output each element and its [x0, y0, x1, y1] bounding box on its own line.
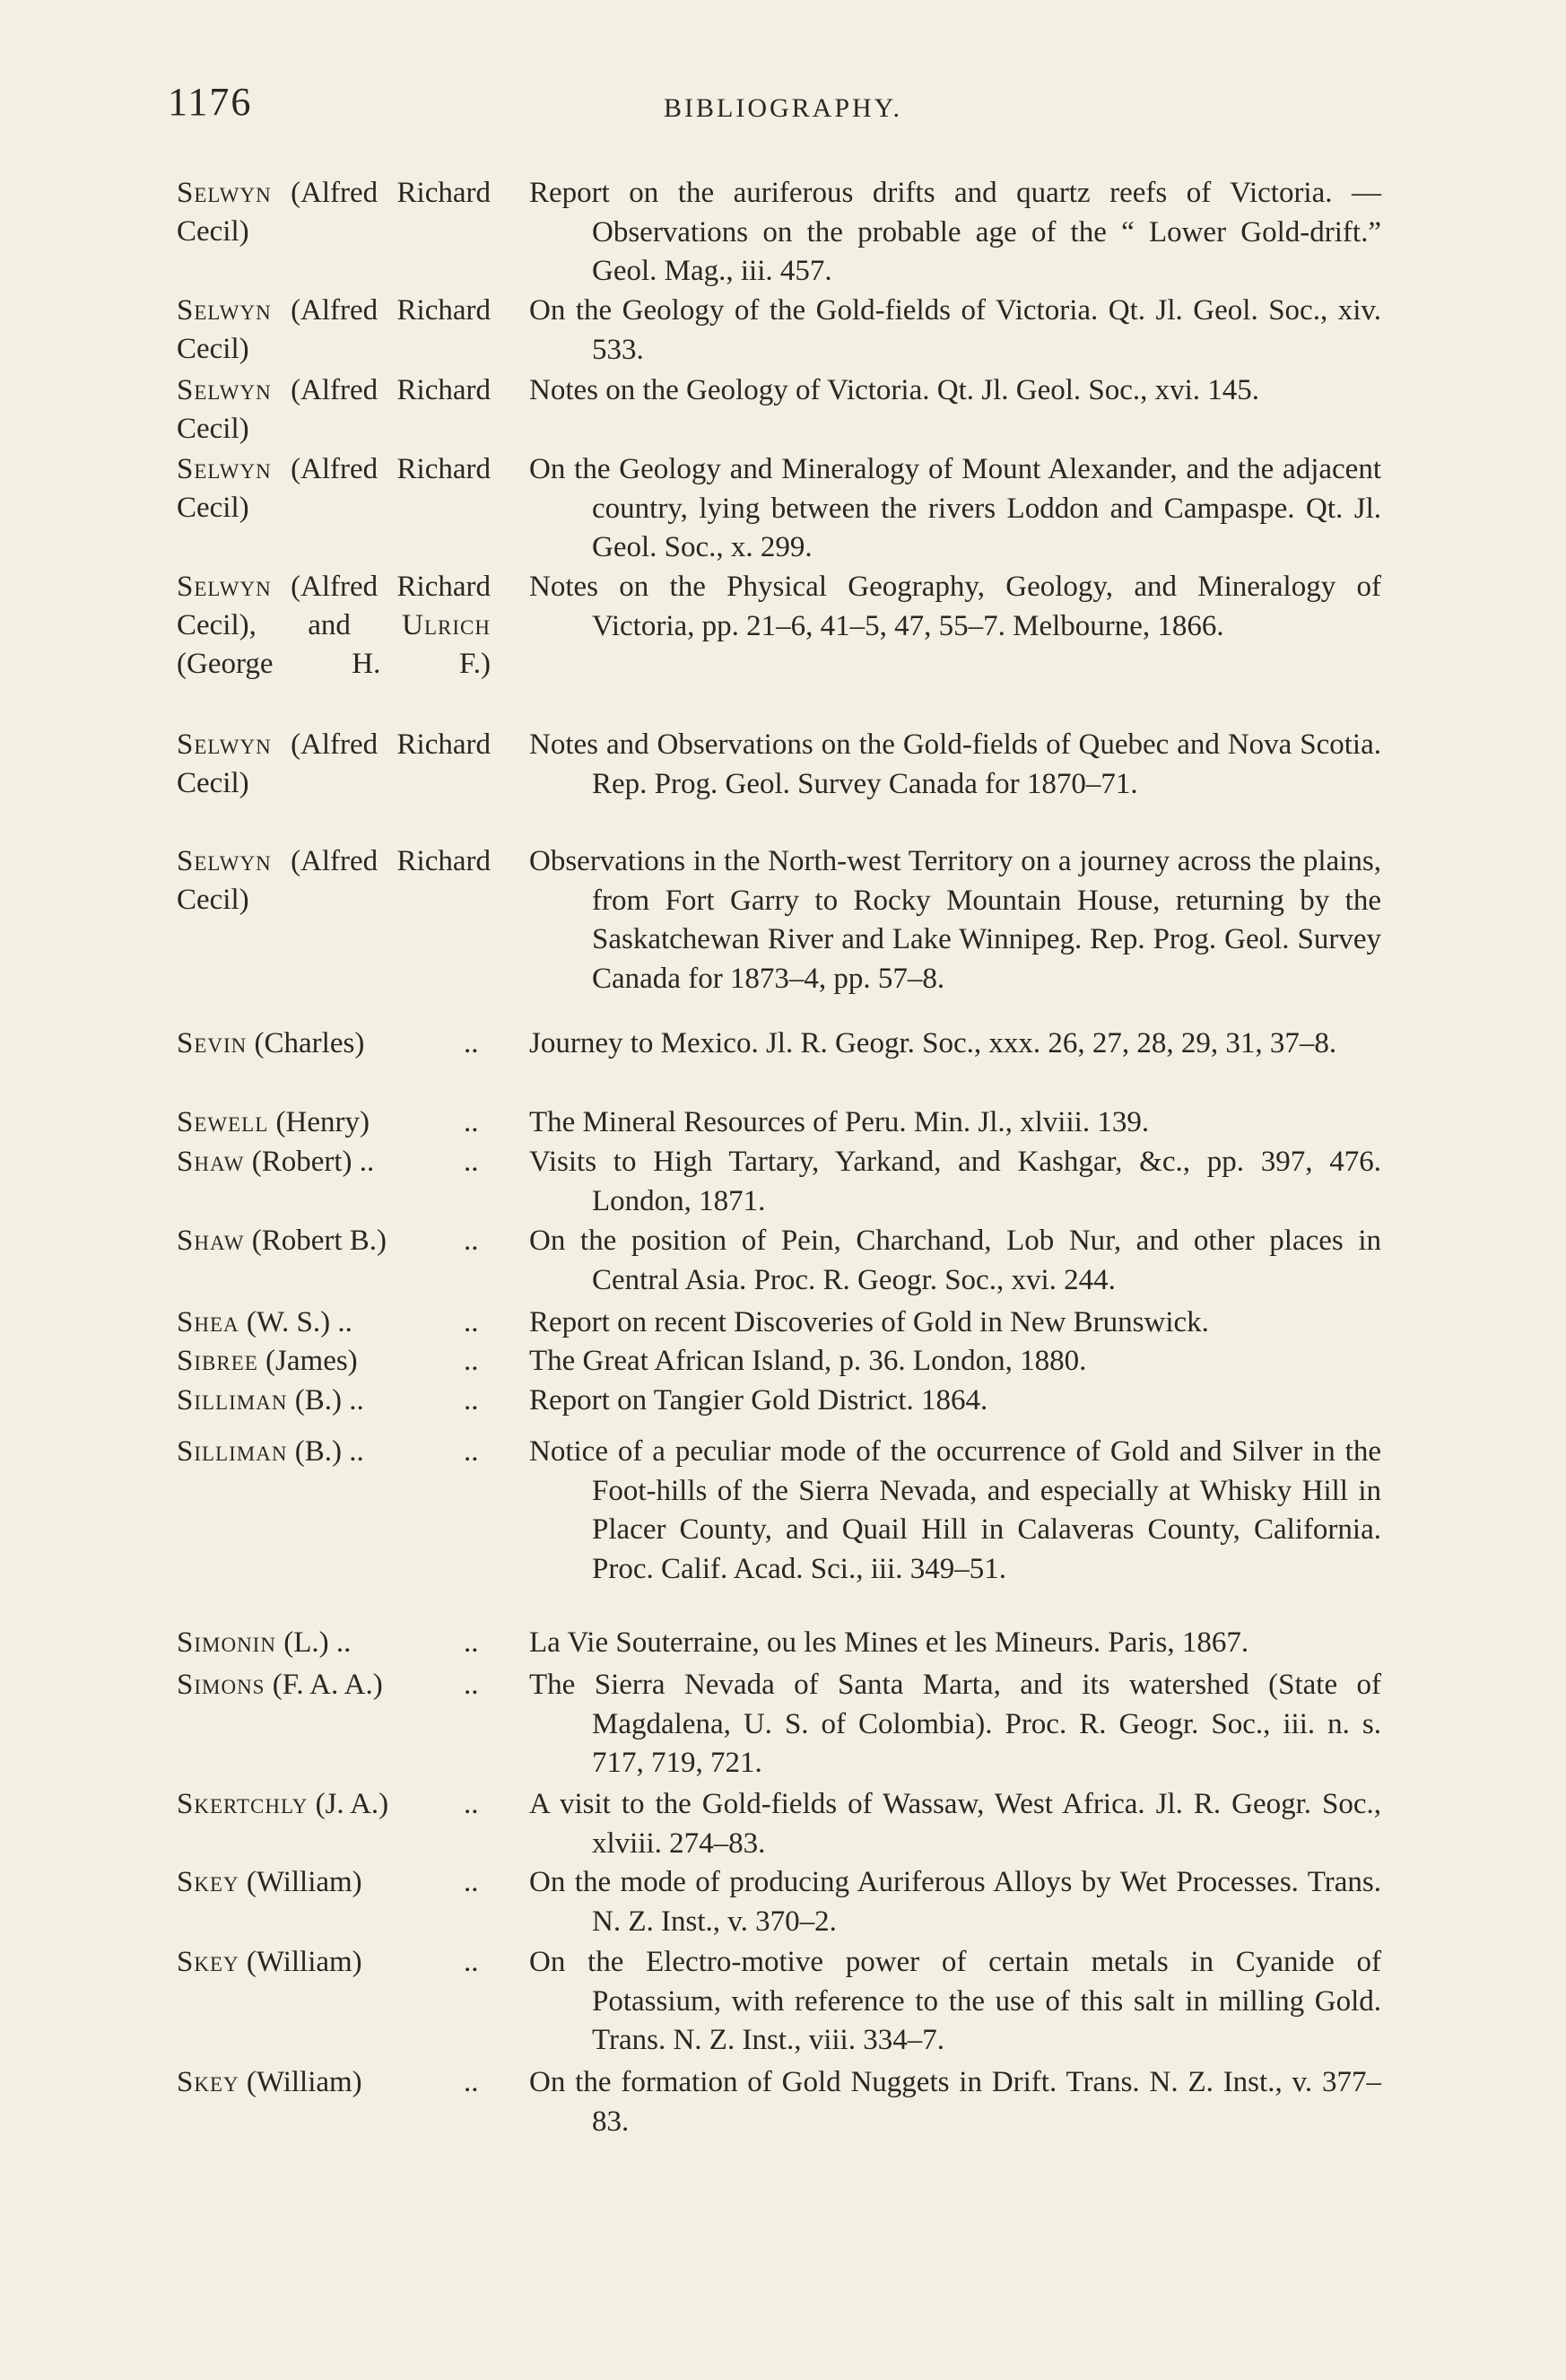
entry-title: Observations in the North-west Territory on a journey across the plains, from Fort Garry to Rocky Mountain House, returning by the Saskatchewan River and Lake Winnipeg. Rep. Prog. Geol. Survey Canada for 1873–4, pp. 57–8. — [529, 845, 1381, 995]
author-surname: Shea — [177, 1306, 239, 1338]
entry-author — [177, 1666, 495, 1704]
author-surname: Silliman — [177, 1435, 288, 1468]
leader-dots: .. — [464, 1435, 479, 1468]
author-given-names: (J. A.) — [315, 1788, 389, 1820]
author-given-names: (James) — [265, 1345, 358, 1377]
entry-author — [177, 2063, 495, 2102]
entry-author — [177, 842, 491, 920]
author-surname: Shaw — [177, 1146, 245, 1178]
author-surname-2: Ulrich — [402, 609, 491, 641]
author-surname: Skey — [177, 1946, 239, 1978]
author-given-names: (Alfred Richard Cecil) — [177, 845, 492, 916]
author-given-names: (Alfred Richard Cecil), and — [177, 571, 492, 641]
leader-dots: .. — [464, 1626, 479, 1659]
entry-title: On the formation of Gold Nuggets in Drift. Trans. N. Z. Inst., v. 377–83. — [529, 2066, 1381, 2138]
leader-dots: .. — [464, 1225, 479, 1257]
author-surname: Simons — [177, 1669, 265, 1701]
entry-author — [177, 1103, 495, 1142]
entry-title: On the position of Pein, Charchand, Lob Nur, and other places in Central Asia. Proc. R. Geogr. Soc., xvi. 244. — [529, 1225, 1381, 1296]
entry-title: Report on the auriferous drifts and quartz reefs of Victoria. —Observations on the probable age of the “ Lower Gold-drift.” Geol. Mag., iii. 457. — [529, 177, 1381, 287]
author-given-names-2: (George H. F.) — [177, 648, 491, 680]
entry-author — [177, 1943, 495, 1982]
entry-title: Notes on the Physical Geography, Geology, and Mineralogy of Victoria, pp. 21–6, 41–5, 47, 55–7. Melbourne, 1866. — [529, 571, 1381, 642]
entry-author — [177, 371, 491, 449]
entry-author — [177, 174, 491, 251]
entry-title: On the Electro-motive power of certain metals in Cyanide of Potassium, with reference to the use of this salt in milling Gold. Trans. N. Z. Inst., viii. 334–7. — [529, 1946, 1381, 2056]
leader-dots: .. — [464, 1788, 479, 1820]
author-given-names: (L.) .. — [283, 1626, 352, 1659]
author-given-names: (Robert) .. — [251, 1146, 375, 1178]
author-surname: Shaw — [177, 1225, 245, 1257]
entry-author — [177, 1143, 495, 1181]
entry-author — [177, 1863, 495, 1902]
author-given-names: (F. A. A.) — [272, 1669, 383, 1701]
entry-author — [177, 1785, 495, 1824]
entry-author — [177, 1342, 495, 1381]
leader-dots: .. — [464, 1306, 479, 1338]
author-given-names: (B.) .. — [294, 1384, 364, 1417]
entry-author — [177, 726, 491, 803]
entry-title: Report on Tangier Gold District. 1864. — [529, 1384, 988, 1417]
entry-title: On the Geology and Mineralogy of Mount Alexander, and the adjacent country, lying between the rivers Loddon and Campaspe. Qt. Jl. Geol. Soc., x. 299. — [529, 453, 1381, 563]
author-given-names: (William) — [246, 1946, 362, 1978]
author-given-names: (Alfred Richard Cecil) — [177, 374, 492, 445]
leader-dots: .. — [464, 1146, 479, 1178]
author-given-names: (Alfred Richard Cecil) — [177, 177, 492, 248]
leader-dots: .. — [464, 1384, 479, 1417]
author-surname: Selwyn — [177, 571, 272, 603]
author-surname: Silliman — [177, 1384, 288, 1417]
entry-title: Notice of a peculiar mode of the occurrence of Gold and Silver in the Foot-hills of the Sierra Nevada, and especially at Whisky Hill in Placer County, and Quail Hill in Calaveras County, California. Proc. Calif. Acad. Sci., iii. 349–51. — [529, 1435, 1381, 1585]
entry-title: A visit to the Gold-fields of Wassaw, West Africa. Jl. R. Geogr. Soc., xlviii. 274–83. — [529, 1788, 1381, 1860]
entry-title: La Vie Souterraine, ou les Mines et les Mineurs. Paris, 1867. — [529, 1626, 1249, 1659]
author-given-names: (Robert B.) — [251, 1225, 387, 1257]
author-surname: Sevin — [177, 1027, 248, 1059]
author-surname: Skey — [177, 1866, 239, 1898]
author-surname: Selwyn — [177, 294, 272, 327]
running-head: BIBLIOGRAPHY. — [664, 93, 902, 123]
entry-author — [177, 1303, 495, 1342]
author-surname: Skey — [177, 2066, 239, 2098]
entry-title: On the Geology of the Gold-fields of Victoria. Qt. Jl. Geol. Soc., xiv. 533. — [529, 294, 1381, 366]
entry-author — [177, 1624, 495, 1662]
author-surname: Selwyn — [177, 845, 272, 877]
leader-dots: .. — [464, 1027, 479, 1059]
entry-author — [177, 450, 491, 527]
author-surname: Simonin — [177, 1626, 276, 1659]
author-surname: Selwyn — [177, 374, 272, 406]
entry-title: On the mode of producing Auriferous Alloys by Wet Processes. Trans. N. Z. Inst., v. 370–2. — [529, 1866, 1381, 1938]
author-given-names: (B.) .. — [294, 1435, 364, 1468]
author-given-names: (Charles) — [254, 1027, 365, 1059]
author-given-names: (W. S.) .. — [246, 1306, 352, 1338]
entry-title: Visits to High Tartary, Yarkand, and Kashgar, &c., pp. 397, 476. London, 1871. — [529, 1146, 1381, 1217]
entry-author — [177, 1024, 495, 1063]
author-surname: Selwyn — [177, 177, 272, 209]
author-given-names: (William) — [246, 2066, 362, 2098]
entry-title: Notes and Observations on the Gold-fields of Quebec and Nova Scotia. Rep. Prog. Geol. Survey Canada for 1870–71. — [529, 728, 1381, 800]
author-surname: Selwyn — [177, 728, 272, 761]
entry-title: The Great African Island, p. 36. London, 1880. — [529, 1345, 1087, 1377]
entry-author — [177, 1382, 495, 1420]
author-given-names: (Alfred Richard Cecil) — [177, 728, 492, 799]
leader-dots: .. — [464, 2066, 479, 2098]
entry-author — [177, 1222, 495, 1260]
entry-title: Journey to Mexico. Jl. R. Geogr. Soc., xxx. 26, 27, 28, 29, 31, 37–8. — [529, 1027, 1337, 1059]
leader-dots: .. — [464, 1106, 479, 1138]
entry-title: Report on recent Discoveries of Gold in New Brunswick. — [529, 1306, 1209, 1338]
entry-author — [177, 292, 491, 369]
leader-dots: .. — [464, 1946, 479, 1978]
leader-dots: .. — [464, 1866, 479, 1898]
entry-author — [177, 568, 491, 684]
author-surname: Sibree — [177, 1345, 258, 1377]
author-given-names: (Alfred Richard Cecil) — [177, 294, 492, 365]
author-surname: Skertchly — [177, 1788, 309, 1820]
author-given-names: (William) — [246, 1866, 362, 1898]
author-given-names: (Alfred Richard Cecil) — [177, 453, 492, 524]
entry-author — [177, 1433, 495, 1471]
entry-title: The Mineral Resources of Peru. Min. Jl., xlviii. 139. — [529, 1106, 1150, 1138]
entry-title: Notes on the Geology of Victoria. Qt. Jl. Geol. Soc., xvi. 145. — [529, 374, 1260, 406]
page-number: 1176 — [168, 80, 253, 124]
author-given-names: (Henry) — [275, 1106, 370, 1138]
leader-dots: .. — [464, 1345, 479, 1377]
leader-dots: .. — [464, 1669, 479, 1701]
author-surname: Selwyn — [177, 453, 272, 485]
author-surname: Sewell — [177, 1106, 269, 1138]
entry-title: The Sierra Nevada of Santa Marta, and its watershed (State of Magdalena, U. S. of Colombia). Proc. R. Geogr. Soc., iii. n. s. 717, 719, 721. — [529, 1669, 1381, 1779]
